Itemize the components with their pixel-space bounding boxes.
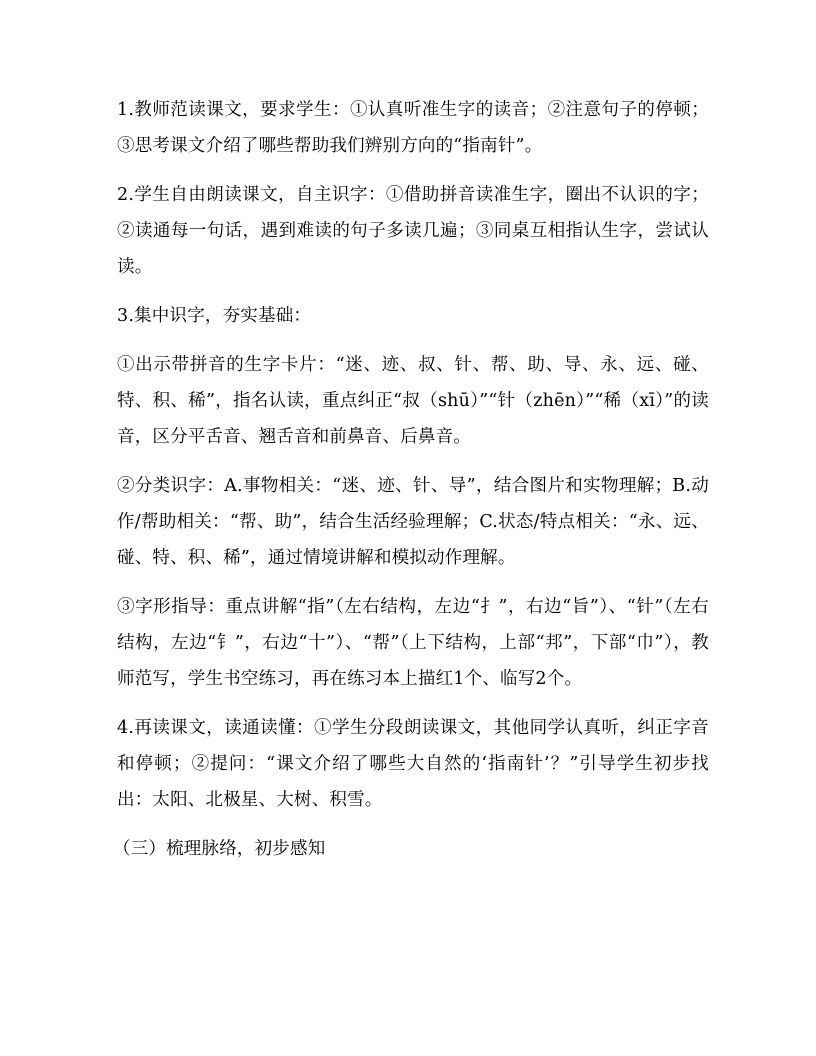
paragraph-step-3-item-2: ②分类识字：A.事物相关：“迷、迹、针、导”，结合图片和实物理解；B.动作/帮助相关：“帮、助”，结合生活经验理解；C.状态/特点相关：“永、远、碰、特、积、稀”，通过情境讲解和模拟动作理解。 — [117, 476, 709, 568]
paragraph-step-3-item-3: ③字形指导：重点讲解“指”（左右结构，左边“扌”，右边“旨”）、“针”（左右结构，左边“钅”，右边“十”）、“帮”（上下结构，上部“邦”，下部“巾”），教师范写，学生书空练习，再在练习本上描红1个、临写2个。 — [117, 597, 709, 689]
section-heading: （三）梳理脉络，初步感知 — [113, 839, 326, 859]
paragraph-step-3-item-1: ①出示带拼音的生字卡片：“迷、迹、叔、针、帮、助、导、永、远、碰、特、积、稀”，指名认读，重点纠正“叔（shū）”“针（zhēn）”“稀（xī）”的读音，区分平舌音、翘舌音和前鼻音、后鼻音。 — [117, 355, 709, 447]
document-body — [113, 92, 709, 880]
paragraph-step-2: 2.学生自由朗读课文，自主识字：①借助拼音读准生字，圈出不认识的字；②读通每一句话，遇到难读的句子多读几遍；③同桌互相指认生字，尝试认读。 — [117, 185, 709, 277]
paragraph-step-3: 3.集中识字，夯实基础： — [117, 306, 312, 326]
paragraph-step-1: 1.教师范读课文，要求学生：①认真听准生字的读音；②注意句子的停顿；③思考课文介绍了哪些帮助我们辨别方向的“指南针”。 — [117, 100, 709, 156]
paragraph-step-4: 4.再读课文，读通读懂：①学生分段朗读课文，其他同学认真听，纠正字音和停顿；②提问：“课文介绍了哪些大自然的‘指南针’？”引导学生初步找出：太阳、北极星、大树、积雪。 — [117, 718, 709, 810]
